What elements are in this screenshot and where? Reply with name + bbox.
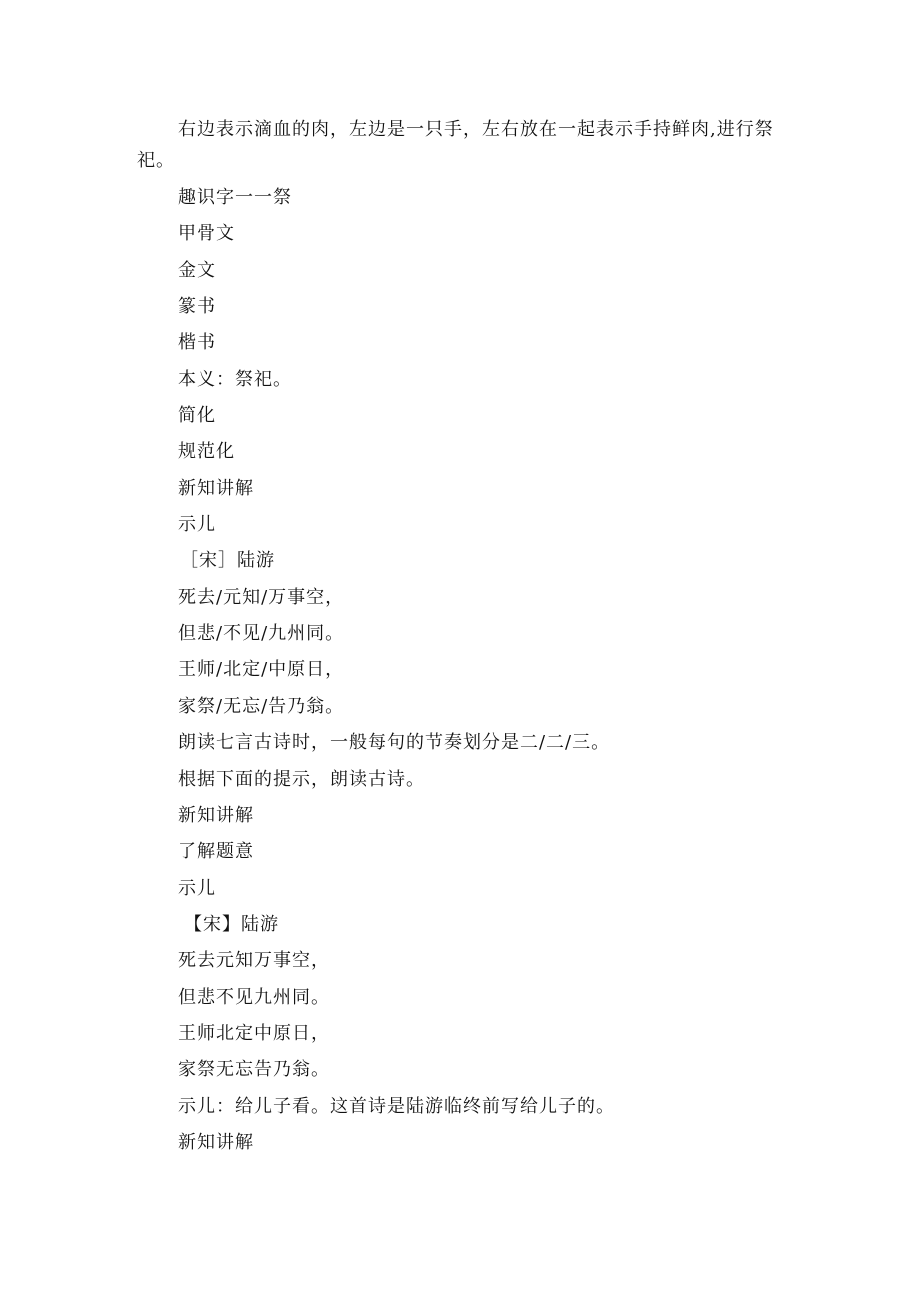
poem-line-4-rhythm: 家祭/无忘/告乃翁。 — [178, 695, 345, 717]
text-line-reading-hint: 根据下面的提示，朗读古诗。 — [178, 768, 425, 790]
text-line-simplified: 简化 — [178, 405, 216, 427]
text-line-section-heading: 新知讲解 — [178, 477, 254, 499]
intro-paragraph: 右边表示滴血的肉，左边是一只手，左右放在一起表示手持鲜肉,进行祭祀。 — [137, 119, 774, 171]
poem-author: 【宋】陆游 — [184, 913, 279, 935]
poem-line-2: 但悲不见九州同。 — [178, 986, 330, 1008]
text-line-understand-title: 了解题意 — [178, 841, 254, 863]
poem-line-1-rhythm: 死去/元知/万事空， — [178, 586, 345, 608]
poem-line-3-rhythm: 王师/北定/中原日， — [178, 659, 345, 681]
text-line-regular-script: 楷书 — [178, 332, 216, 354]
poem-author: ［宋］陆游 — [180, 550, 275, 572]
poem-line-4: 家祭无忘告乃翁。 — [178, 1059, 330, 1081]
text-lines — [178, 183, 615, 1164]
poem-line-2-rhythm: 但悲/不见/九州同。 — [178, 623, 345, 645]
text-line-original-meaning: 本义：祭祀。 — [178, 368, 292, 390]
text-line-oracle-bone: 甲骨文 — [178, 223, 235, 245]
text-line-section-heading: 新知讲解 — [178, 804, 254, 826]
text-line-fun-character: 趣识字一一祭 — [178, 187, 292, 208]
text-line-section-heading: 新知讲解 — [178, 1131, 254, 1153]
text-line-bronze: 金文 — [178, 259, 216, 281]
text-line-standardized: 规范化 — [178, 441, 235, 463]
text-line-rhythm-note: 朗读七言古诗时，一般每句的节奏划分是二/二/三。 — [178, 732, 611, 754]
poem-line-1: 死去元知万事空， — [178, 950, 330, 972]
text-line-title-explanation: 示儿：给儿子看。这首诗是陆游临终前写给儿子的。 — [178, 1095, 615, 1117]
text-line-seal-script: 篆书 — [178, 296, 216, 318]
poem-title: 示儿 — [178, 514, 216, 536]
poem-title: 示儿 — [178, 877, 216, 899]
poem-line-3: 王师北定中原日， — [178, 1022, 330, 1044]
